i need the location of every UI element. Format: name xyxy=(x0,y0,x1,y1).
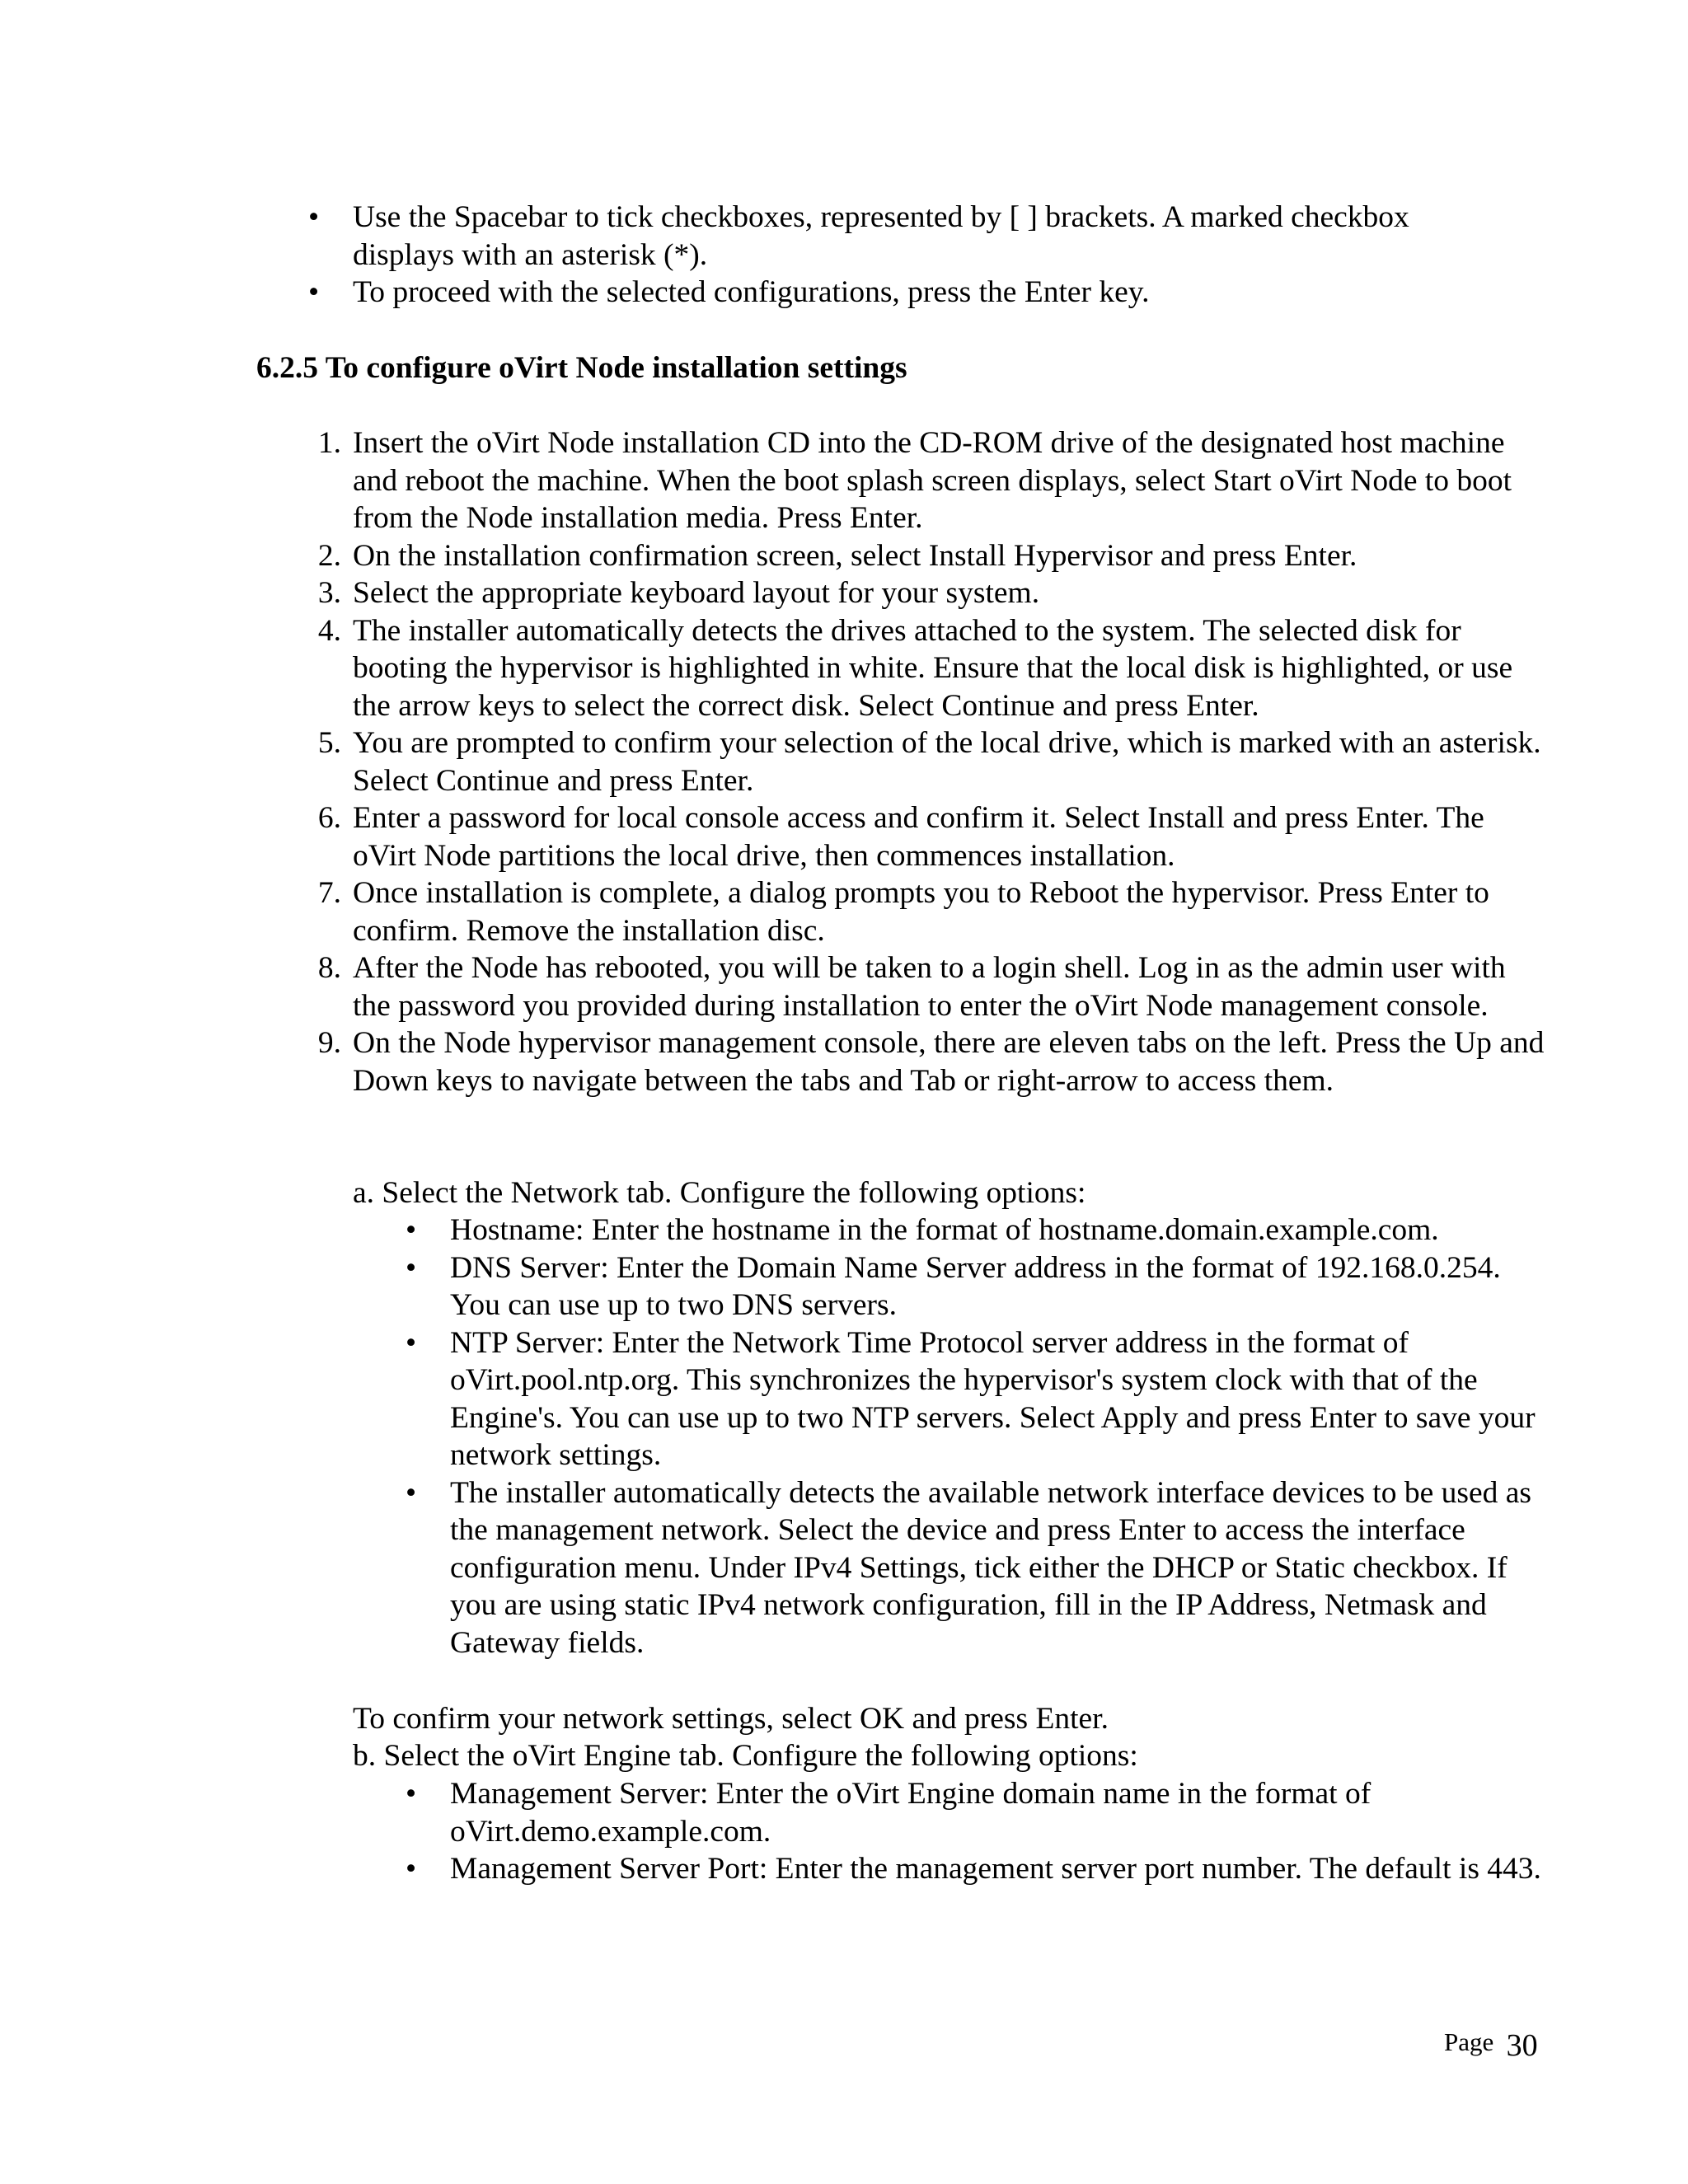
step-number: 3. xyxy=(317,576,341,610)
step-number: 6. xyxy=(317,801,341,835)
step-text: Once installation is complete, a dialog prompts you to Reboot the hypervisor. Press Enter to confirm. Remove the installation disc. xyxy=(353,876,1489,948)
step-number: 1. xyxy=(317,426,341,460)
list-item xyxy=(317,724,1548,799)
network-tab-intro: a. Select the Network tab. Configure the following options: xyxy=(353,1176,1086,1210)
step-number: 5. xyxy=(317,726,341,760)
list-item xyxy=(317,949,1548,1024)
step-text: On the installation confirmation screen, select Install Hypervisor and press Enter. xyxy=(353,538,1357,573)
engine-options-list xyxy=(450,1775,1554,1888)
list-item xyxy=(317,612,1548,725)
list-item: • The installer automatically detects the available network interface devices to be used as the management network. Select the device and press Enter to access the interface configuration menu. Under IPv4 Settings, tick either the DHCP or Static checkbox. If you are using static IPv4 network configuration, fill in the IP Address, Netmask and Gateway fields. xyxy=(450,1474,1554,1662)
step-text: You are prompted to confirm your selection of the local drive, which is marked with an asterisk. Select Continue and press Enter. xyxy=(353,726,1541,798)
top-bullet-list xyxy=(353,199,1474,312)
list-item: • Use the Spacebar to tick checkboxes, represented by [ ] brackets. A marked checkbox displays with an asterisk (*). xyxy=(353,199,1474,274)
step-text: Select the appropriate keyboard layout for your system. xyxy=(353,576,1040,610)
step-text: Enter a password for local console access and confirm it. Select Install and press Enter. The oVirt Node partitions the local drive, then commences installation. xyxy=(353,801,1484,873)
step-number: 7. xyxy=(317,876,341,910)
step-number: 2. xyxy=(317,538,341,573)
list-item xyxy=(317,537,1548,575)
confirm-network-text: To confirm your network settings, select OK and press Enter. xyxy=(353,1702,1109,1736)
list-item xyxy=(317,1024,1548,1099)
list-item: • NTP Server: Enter the Network Time Protocol server address in the format of oVirt.pool.ntp.org. This synchronizes the hypervisor's system clock with that of the Engine's. You can use up to two NTP servers. Select Apply and press Enter to save your network settings. xyxy=(450,1324,1554,1474)
step-number: 9. xyxy=(317,1026,341,1060)
step-number: 4. xyxy=(317,613,341,648)
page-label: Page xyxy=(1444,2027,1494,2056)
list-item xyxy=(317,799,1548,874)
list-item: • Management Server Port: Enter the management server port number. The default is 443. xyxy=(450,1850,1554,1888)
list-item: • DNS Server: Enter the Domain Name Server address in the format of 192.168.0.254. You can use up to two DNS servers. xyxy=(450,1249,1554,1324)
list-item: • To proceed with the selected configurations, press the Enter key. xyxy=(353,274,1474,312)
step-text: After the Node has rebooted, you will be taken to a login shell. Log in as the admin user with the password you provided during installation to enter the oVirt Node management console. xyxy=(353,951,1506,1023)
page-number: 30 xyxy=(1506,2028,1538,2063)
step-text: On the Node hypervisor management console, there are eleven tabs on the left. Press the Up and Down keys to navigate between the tabs and Tab or right-arrow to access them. xyxy=(353,1026,1545,1098)
network-options-list xyxy=(450,1212,1554,1661)
step-number: 8. xyxy=(317,951,341,985)
list-item: • Hostname: Enter the hostname in the format of hostname.domain.example.com. xyxy=(450,1212,1554,1249)
list-item xyxy=(317,574,1548,612)
step-text: The installer automatically detects the drives attached to the system. The selected disk for booting the hypervisor is highlighted in white. Ensure that the local disk is highlighted, or use the arrow keys to select the correct disk. Select Continue and press Enter. xyxy=(353,613,1513,723)
list-item: • Management Server: Enter the oVirt Engine domain name in the format of oVirt.demo.example.com. xyxy=(450,1775,1554,1850)
steps-list xyxy=(317,424,1548,1099)
engine-tab-intro: b. Select the oVirt Engine tab. Configure the following options: xyxy=(353,1739,1138,1773)
page-footer xyxy=(1444,2023,1538,2065)
list-item xyxy=(317,424,1548,537)
list-item xyxy=(317,874,1548,949)
step-text: Insert the oVirt Node installation CD into the CD-ROM drive of the designated host machine and reboot the machine. When the boot splash screen displays, select Start oVirt Node to boot from the Node installation media. Press Enter. xyxy=(353,426,1512,535)
section-heading: 6.2.5 To configure oVirt Node installation settings xyxy=(256,351,907,385)
